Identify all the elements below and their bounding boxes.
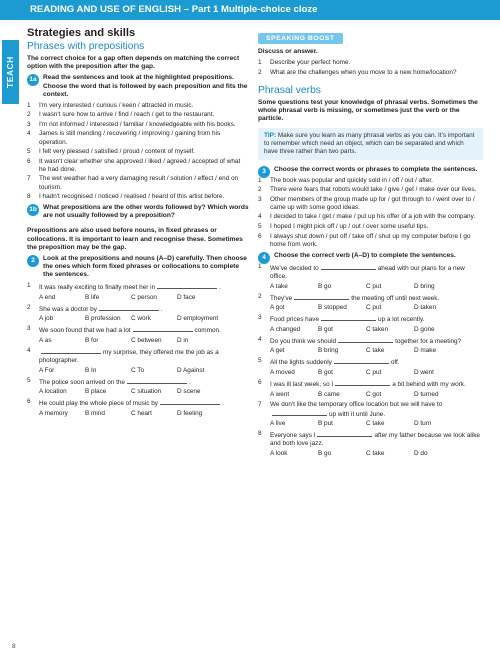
answer-blank[interactable] [334,357,389,364]
task-badge: 4 [258,252,270,264]
list-item: 1 It was really exciting to finally meet her in . A end B life C person D face [27,282,249,302]
exercise-4-list [258,263,483,459]
list-item: 3 Other members of the group made up for / got through to / went over to / came up with some good ideas. [258,195,475,211]
option-b[interactable]: B In [85,366,97,374]
exercise-2-list [27,282,249,418]
task-badge: 3 [258,166,270,178]
option-b[interactable]: B came [318,390,340,398]
option-c[interactable]: C person [131,293,157,301]
option-b[interactable]: B life [85,293,100,301]
option-d[interactable]: D do [414,449,428,457]
option-c[interactable]: C put [366,369,382,376]
option-a[interactable]: A For [39,366,55,374]
task-4 [258,252,483,260]
list-item: 6 He could play the whole piece of music by . A memory B mind C heart D feeling [27,398,224,417]
speaking-boost-list [258,59,483,77]
option-c[interactable]: C taken [366,325,389,333]
answer-blank[interactable] [133,325,193,332]
nouns-paragraph: Prepositions are also used before nouns, in fixed phrases or collocations. It is important to learn and recognise these. Sometimes the preposition may be the gap. [27,227,243,251]
task-instruction: Read the sentences and look at the highlighted prepositions. Choose the word that is followed by each preposition and fits the context. [43,74,248,98]
option-a[interactable]: A location [39,388,67,396]
task-instruction: What prepositions are the other words followed by? Which words are not usually followed by a preposition? [43,204,249,220]
option-d[interactable]: D make [414,347,437,355]
option-c[interactable]: C got [366,390,382,398]
task-badge: 2 [27,255,39,267]
option-a[interactable]: A take [270,282,288,290]
answer-blank[interactable] [272,409,327,416]
page-number: 8 [12,643,16,650]
option-c[interactable]: C situation [131,388,162,396]
speaking-boost-badge: SPEAKING BOOST [258,33,343,44]
answer-blank[interactable] [321,314,376,321]
option-a[interactable]: A got [270,304,285,312]
list-item: 2 There were fears that robots would take / give / get / make over our lives. [258,186,477,194]
option-b[interactable]: B stopped [318,304,347,312]
task-2 [27,255,249,279]
answer-blank[interactable] [317,430,372,437]
teach-tab: TEACH [2,40,19,104]
option-d[interactable]: D feeling [177,409,203,417]
list-item: 5 I hoped I might pick off / up / out / over some useful tips. [258,223,429,231]
answer-blank[interactable] [338,336,393,343]
section-banner: READING AND USE OF ENGLISH – Part 1 Multiple-choice cloze [0,0,500,20]
task-instruction: Choose the correct verb (A–D) to complete the sentences. [274,251,456,259]
option-c[interactable]: C heart [131,409,152,417]
tip-box [258,128,483,160]
option-a[interactable]: A get [270,347,285,355]
task-3 [258,166,483,174]
option-c[interactable]: C put [366,282,382,290]
task-instruction: Look at the prepositions and nouns (A–D) carefully. Then choose the ones which form fixed phrases or collocations to complete the sentences. [43,255,247,279]
option-b[interactable]: B mind [85,409,105,417]
option-b[interactable]: B profession [85,315,121,323]
list-item: 7 We don't like the temporary office location but we will have toup with it until June. A live B put C take D turn [258,401,483,429]
option-a[interactable]: A live [270,420,286,428]
option-c[interactable]: C take [366,420,385,428]
option-a[interactable]: A changed [270,325,301,333]
option-d[interactable]: D bring [414,282,435,290]
exercise-1a-list [27,102,249,202]
list-item: 5 All the lights suddenly off. A moved B got C put D went [258,357,483,377]
option-b[interactable]: B go [318,282,332,290]
tip-text: Make sure you learn as many phrasal verbs as you can. It's important to remember which need an object, which can be separated and which have three rather than two parts. [264,131,475,155]
option-d[interactable]: D in [177,337,189,345]
option-c[interactable]: C between [131,337,162,345]
option-a[interactable]: A look [270,449,288,457]
phrasal-verbs-subtitle: Phrasal verbs [258,84,321,96]
option-b[interactable]: B place [85,388,107,396]
option-d[interactable]: D face [177,293,196,301]
option-d[interactable]: D turn [414,420,432,428]
answer-blank[interactable] [157,282,217,289]
exercise-3-list [258,177,483,249]
list-item: 5 I felt very pleased / satisfied / proud / content of myself. [27,148,195,156]
list-item: 6 It wasn't clear whether she approved / liked / agreed / accepted of what he had done. [27,157,241,173]
right-column [258,27,483,460]
prepositions-intro: The correct choice for a gap often depends on matching the correct option with the preposition after the gap. [27,55,240,71]
list-item: 4 my surprise, they offered me the job as a photographer. A For B In C To D Against [27,347,249,375]
option-d[interactable]: D turned [414,390,439,398]
list-item: 3 We soon found that we had a lot common. A as B for C between D in [27,325,249,345]
option-b[interactable]: B for [85,337,99,345]
list-item: 4 James is still mending / recovering / improving / gaining from his operation. [27,130,221,146]
answer-blank[interactable] [160,398,220,405]
option-c[interactable]: C take [366,347,385,355]
list-item: 3 I'm not informed / interested / familiar / knowledgeable with his books. [27,120,236,128]
option-b[interactable]: B got [318,369,333,376]
option-a[interactable]: A as [39,337,52,345]
list-item: 1 The book was popular and quickly sold in / off / out / after. [258,176,433,184]
list-item: 1 We've decided to ahead with our plans for a new office. A take B go C put D bring [258,262,465,290]
strategies-title: Strategies and skills [27,27,136,39]
list-item: 2 What are the challenges when you move to a new home/location? [258,68,457,76]
list-item: 2 I wasn't sure how to arrive / find / reach / get to the restaurant. [27,111,215,119]
phrasal-verbs-intro: Some questions test your knowledge of phrasal verbs. Sometimes the whole phrasal verb is missing, or sometimes just the verb or the particle. [258,98,478,123]
discuss-label: Discuss or answer. [258,48,318,55]
answer-blank[interactable] [127,377,187,384]
option-c[interactable]: C work [131,315,151,323]
option-c[interactable]: C take [366,449,385,457]
list-item: 2 She was a doctor by . A job B profession C work D employment [27,304,249,324]
option-c[interactable]: C put [366,304,382,312]
answer-blank[interactable] [41,347,101,354]
answer-blank[interactable] [321,263,376,270]
list-item: 4 Do you think we should together for a meeting? A get B bring C take D make [258,335,462,355]
answer-blank[interactable] [335,379,390,386]
left-column [27,27,249,420]
task-badge: 1b [27,204,39,216]
option-b[interactable]: B go [318,449,332,457]
option-d[interactable]: D went [414,369,434,376]
option-d[interactable]: D scene [177,388,201,396]
list-item: 3 Food prices have up a lot recently. A changed B got C taken D gone [258,314,483,334]
option-b[interactable]: B bring [318,347,339,355]
list-item: 6 I was ill last week, so I a bit behind with my work. A went B came C got D turned [258,379,466,398]
option-b[interactable]: B got [318,325,333,333]
list-item: 1 I'm very interested / curious / keen / attracted in music. [27,101,194,109]
option-d[interactable]: D employment [177,315,219,323]
option-b[interactable]: B put [318,420,333,428]
list-item: 7 The wet weather had a very damaging result / solution / effect / end on tourism. [27,175,239,191]
option-d[interactable]: D gone [414,325,435,333]
list-item: 5 The police soon arrived on the . A location B place C situation D scene [27,377,249,397]
tip-label: TIP: [264,131,277,139]
task-1b [27,204,249,220]
answer-blank[interactable] [99,304,159,311]
option-a[interactable]: A moved [270,369,295,376]
list-item: 6 I always shut down / put off / take off / shut up my computer before I go home from work. [258,232,471,248]
option-a[interactable]: A job [39,315,54,323]
option-c[interactable]: C To [131,366,145,374]
list-item: 1 Describe your perfect home. [258,59,351,67]
prepositions-subtitle: Phrases with prepositions [27,41,145,52]
task-badge: 1a [27,74,39,86]
task-instruction: Choose the correct words or phrases to complete the sentences. [274,165,478,173]
option-a[interactable]: A end [39,293,56,301]
task-1a [27,74,249,98]
option-d[interactable]: D taken [414,304,437,312]
list-item: 2 They've the meeting off until next week. A got B stopped C put D taken [258,293,483,313]
list-item: 8 I hadn't recognised / noticed / realised / heard of this artist before. [27,193,225,201]
option-a[interactable]: A memory [39,409,68,417]
list-item: 4 I decided to take / get / make / put up his offer of a job with the company. [258,213,476,221]
answer-blank[interactable] [294,293,349,300]
option-a[interactable]: A went [270,390,290,398]
option-d[interactable]: D Against [177,366,205,374]
list-item: 8 Everyone says I after my father because we look alike and both love jazz. A look B go C take D do [258,430,480,457]
